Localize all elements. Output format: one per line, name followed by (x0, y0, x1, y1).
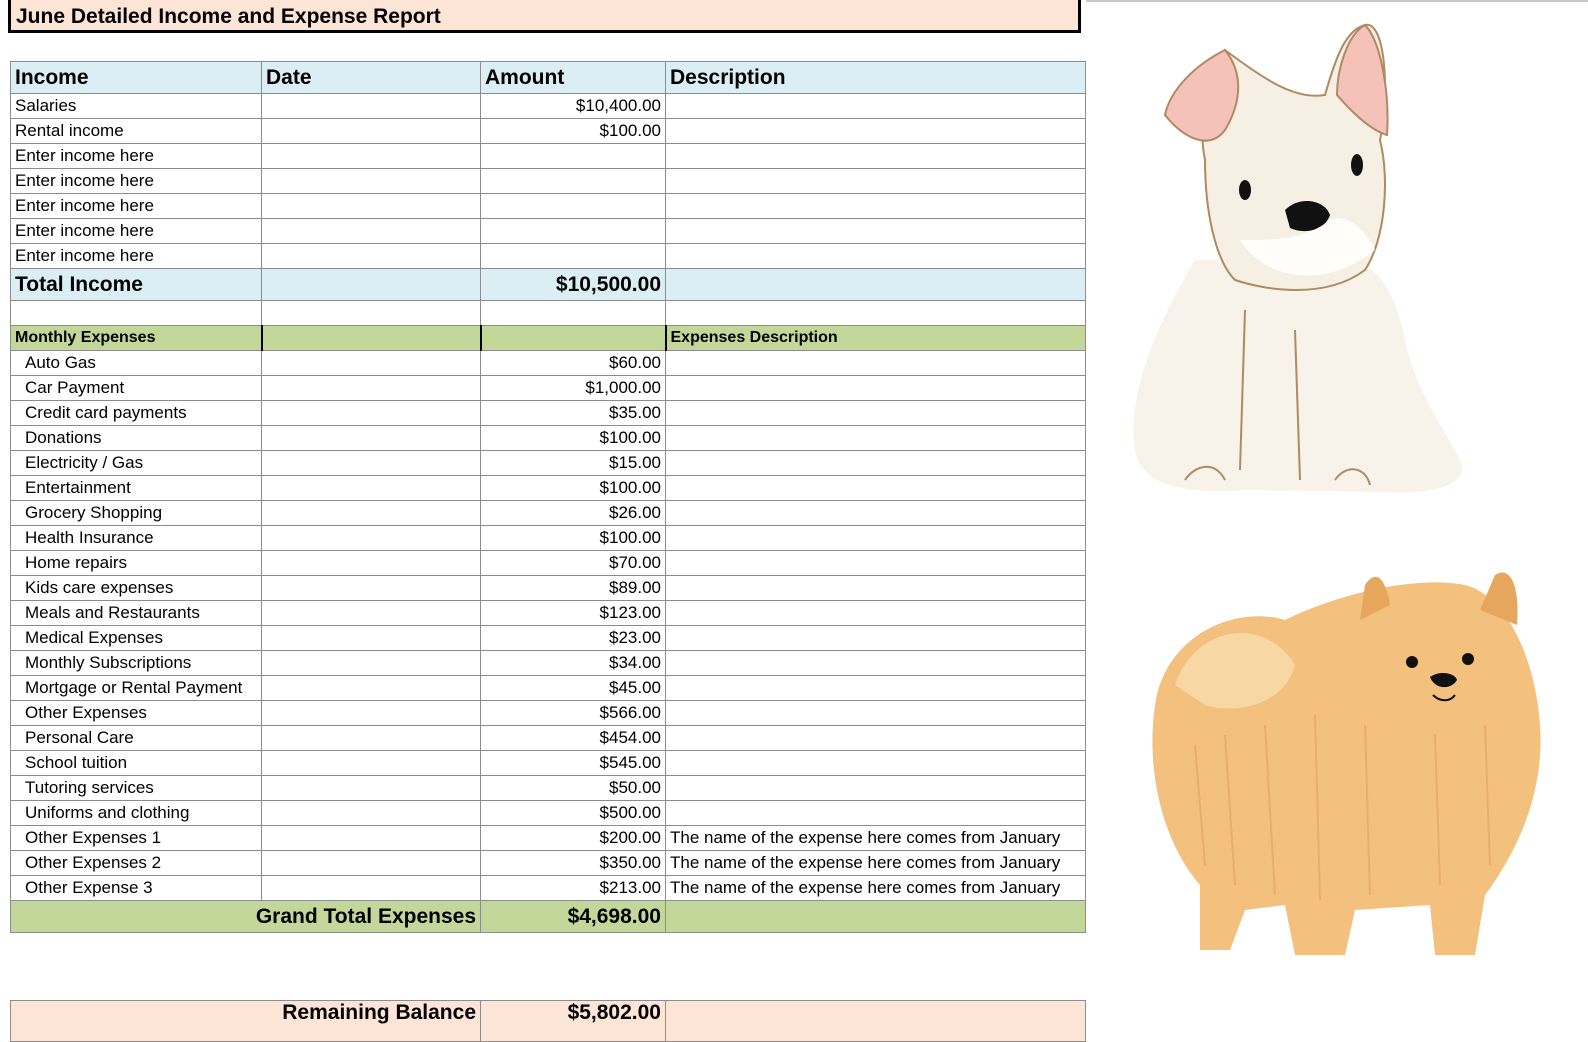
expense-name-cell[interactable]: Other Expense 3 (11, 876, 262, 901)
expense-row (11, 726, 1086, 751)
income-name-cell[interactable]: Enter income here (11, 169, 262, 194)
expenses-header-label[interactable]: Monthly Expenses (11, 326, 262, 351)
income-amount-cell[interactable] (481, 219, 666, 244)
expense-description-cell[interactable] (666, 526, 1086, 551)
expense-description-cell[interactable]: The name of the expense here comes from January (666, 876, 1086, 901)
expense-row (11, 451, 1086, 476)
income-description-cell[interactable] (666, 119, 1086, 144)
income-amount-cell[interactable]: $100.00 (481, 119, 666, 144)
pomeranian-illustration (1135, 565, 1560, 960)
expense-description-cell[interactable] (666, 751, 1086, 776)
income-name-cell[interactable]: Enter income here (11, 194, 262, 219)
expense-row (11, 351, 1086, 376)
income-amount-cell[interactable] (481, 169, 666, 194)
total-income-label[interactable]: Total Income (11, 269, 262, 301)
expense-name-cell[interactable]: Health Insurance (11, 526, 262, 551)
expense-row (11, 801, 1086, 826)
total-income-value[interactable]: $10,500.00 (481, 269, 666, 301)
expense-amount-cell[interactable]: $454.00 (481, 726, 666, 751)
expense-amount-cell[interactable]: $50.00 (481, 776, 666, 801)
expense-description-cell[interactable] (666, 351, 1086, 376)
expense-date-cell[interactable] (262, 526, 481, 551)
income-date-cell[interactable] (262, 194, 481, 219)
expense-row (11, 776, 1086, 801)
remaining-balance-label[interactable]: Remaining Balance (11, 1001, 481, 1042)
expense-description-cell[interactable] (666, 726, 1086, 751)
income-description-cell[interactable] (666, 169, 1086, 194)
grand-total-description-cell[interactable] (666, 901, 1086, 933)
income-description-cell[interactable] (666, 194, 1086, 219)
expense-row (11, 751, 1086, 776)
expense-amount-cell[interactable]: $89.00 (481, 576, 666, 601)
income-amount-cell[interactable] (481, 244, 666, 269)
expense-date-cell[interactable] (262, 626, 481, 651)
expense-name-cell[interactable]: Other Expenses 1 (11, 826, 262, 851)
income-amount-cell[interactable]: $10,400.00 (481, 94, 666, 119)
grand-total-label[interactable]: Grand Total Expenses (11, 901, 481, 933)
income-name-cell[interactable]: Enter income here (11, 219, 262, 244)
income-description-cell[interactable] (666, 94, 1086, 119)
expense-name-cell[interactable]: Mortgage or Rental Payment (11, 676, 262, 701)
expense-date-cell[interactable] (262, 701, 481, 726)
expense-amount-cell[interactable]: $15.00 (481, 451, 666, 476)
expense-name-cell[interactable]: School tuition (11, 751, 262, 776)
expense-name-cell[interactable]: Electricity / Gas (11, 451, 262, 476)
expense-name-cell[interactable]: Kids care expenses (11, 576, 262, 601)
expense-date-cell[interactable] (262, 501, 481, 526)
expense-date-cell[interactable] (262, 476, 481, 501)
income-amount-cell[interactable] (481, 194, 666, 219)
income-row (11, 219, 1086, 244)
french-bulldog-illustration (1125, 10, 1475, 505)
expense-name-cell[interactable]: Uniforms and clothing (11, 801, 262, 826)
expense-description-cell[interactable] (666, 651, 1086, 676)
remaining-balance-value[interactable]: $5,802.00 (481, 1001, 666, 1042)
spacer-cell[interactable] (666, 301, 1086, 326)
income-row (11, 244, 1086, 269)
expense-description-cell[interactable] (666, 501, 1086, 526)
expenses-header-date-cell[interactable] (262, 326, 481, 351)
expense-name-cell[interactable]: Auto Gas (11, 351, 262, 376)
expense-date-cell[interactable] (262, 451, 481, 476)
expense-date-cell[interactable] (262, 876, 481, 901)
expense-row (11, 576, 1086, 601)
expense-amount-cell[interactable]: $45.00 (481, 676, 666, 701)
expense-description-cell[interactable] (666, 576, 1086, 601)
expense-amount-cell[interactable]: $100.00 (481, 426, 666, 451)
expense-description-cell[interactable] (666, 401, 1086, 426)
expense-date-cell[interactable] (262, 801, 481, 826)
expense-row (11, 551, 1086, 576)
spacer-row (11, 301, 1086, 326)
expense-name-cell[interactable]: Personal Care (11, 726, 262, 751)
spacer-cell[interactable] (481, 301, 666, 326)
window-top-border (1086, 0, 1588, 2)
expense-name-cell[interactable]: Donations (11, 426, 262, 451)
expense-description-cell[interactable]: The name of the expense here comes from January (666, 851, 1086, 876)
expense-row (11, 676, 1086, 701)
expense-row (11, 401, 1086, 426)
expense-name-cell[interactable]: Other Expenses (11, 701, 262, 726)
expenses-header-row (11, 326, 1086, 351)
expense-date-cell[interactable] (262, 601, 481, 626)
header-date[interactable]: Date (262, 62, 481, 94)
expense-description-cell[interactable] (666, 701, 1086, 726)
report-title[interactable]: June Detailed Income and Expense Report (8, 0, 1081, 33)
expenses-header-amount-cell[interactable] (481, 326, 666, 351)
expense-description-cell[interactable] (666, 476, 1086, 501)
income-description-cell[interactable] (666, 219, 1086, 244)
expense-name-cell[interactable]: Meals and Restaurants (11, 601, 262, 626)
expense-name-cell[interactable]: Grocery Shopping (11, 501, 262, 526)
expense-row (11, 826, 1086, 851)
expense-row (11, 476, 1086, 501)
expense-amount-cell[interactable]: $123.00 (481, 601, 666, 626)
expense-date-cell[interactable] (262, 426, 481, 451)
expense-date-cell[interactable] (262, 751, 481, 776)
expense-amount-cell[interactable]: $1,000.00 (481, 376, 666, 401)
expense-date-cell[interactable] (262, 351, 481, 376)
expense-description-cell[interactable] (666, 601, 1086, 626)
total-income-row (11, 269, 1086, 301)
expense-description-cell[interactable]: The name of the expense here comes from January (666, 826, 1086, 851)
expense-amount-cell[interactable]: $500.00 (481, 801, 666, 826)
income-row (11, 194, 1086, 219)
expense-amount-cell[interactable]: $545.00 (481, 751, 666, 776)
expense-description-cell[interactable] (666, 426, 1086, 451)
expense-name-cell[interactable]: Entertainment (11, 476, 262, 501)
expense-date-cell[interactable] (262, 726, 481, 751)
expense-date-cell[interactable] (262, 676, 481, 701)
expense-amount-cell[interactable]: $200.00 (481, 826, 666, 851)
expense-amount-cell[interactable]: $213.00 (481, 876, 666, 901)
income-date-cell[interactable] (262, 119, 481, 144)
expense-date-cell[interactable] (262, 651, 481, 676)
expense-row (11, 376, 1086, 401)
header-amount[interactable]: Amount (481, 62, 666, 94)
expense-row (11, 526, 1086, 551)
expense-row (11, 601, 1086, 626)
header-income[interactable]: Income (11, 62, 262, 94)
income-row (11, 94, 1086, 119)
grand-total-value[interactable]: $4,698.00 (481, 901, 666, 933)
grand-total-row (11, 901, 1086, 933)
total-income-date-cell[interactable] (262, 269, 481, 301)
expense-amount-cell[interactable]: $60.00 (481, 351, 666, 376)
expense-date-cell[interactable] (262, 776, 481, 801)
income-expense-table (10, 61, 1086, 933)
expense-name-cell[interactable]: Home repairs (11, 551, 262, 576)
income-row (11, 144, 1086, 169)
income-date-cell[interactable] (262, 169, 481, 194)
income-name-cell[interactable]: Enter income here (11, 144, 262, 169)
expense-amount-cell[interactable]: $100.00 (481, 526, 666, 551)
expense-date-cell[interactable] (262, 376, 481, 401)
expense-row (11, 876, 1086, 901)
income-date-cell[interactable] (262, 219, 481, 244)
spacer-cell[interactable] (262, 301, 481, 326)
expense-amount-cell[interactable]: $100.00 (481, 476, 666, 501)
income-name-cell[interactable]: Enter income here (11, 244, 262, 269)
expense-description-cell[interactable] (666, 626, 1086, 651)
expense-name-cell[interactable]: Medical Expenses (11, 626, 262, 651)
expense-description-cell[interactable] (666, 776, 1086, 801)
expense-description-cell[interactable] (666, 376, 1086, 401)
expense-name-cell[interactable]: Car Payment (11, 376, 262, 401)
expense-date-cell[interactable] (262, 551, 481, 576)
income-description-cell[interactable] (666, 144, 1086, 169)
header-description[interactable]: Description (666, 62, 1086, 94)
remaining-balance-description[interactable] (666, 1001, 1086, 1042)
expense-date-cell[interactable] (262, 401, 481, 426)
income-date-cell[interactable] (262, 244, 481, 269)
expense-amount-cell[interactable]: $566.00 (481, 701, 666, 726)
expenses-description-header[interactable]: Expenses Description (666, 326, 1086, 351)
expense-row (11, 651, 1086, 676)
expense-amount-cell[interactable]: $34.00 (481, 651, 666, 676)
income-row (11, 169, 1086, 194)
expense-name-cell[interactable]: Tutoring services (11, 776, 262, 801)
remaining-balance-table (10, 1000, 1086, 1042)
spacer-cell[interactable] (11, 301, 262, 326)
income-name-cell[interactable]: Rental income (11, 119, 262, 144)
expense-amount-cell[interactable]: $35.00 (481, 401, 666, 426)
expense-name-cell[interactable]: Credit card payments (11, 401, 262, 426)
expense-row (11, 851, 1086, 876)
expense-description-cell[interactable] (666, 551, 1086, 576)
income-date-cell[interactable] (262, 94, 481, 119)
income-name-cell[interactable]: Salaries (11, 94, 262, 119)
income-description-cell[interactable] (666, 244, 1086, 269)
expense-description-cell[interactable] (666, 676, 1086, 701)
expense-amount-cell[interactable]: $70.00 (481, 551, 666, 576)
expense-amount-cell[interactable]: $350.00 (481, 851, 666, 876)
income-row (11, 119, 1086, 144)
expense-row (11, 701, 1086, 726)
remaining-balance-row (11, 1001, 1086, 1042)
expense-row (11, 501, 1086, 526)
expense-date-cell[interactable] (262, 851, 481, 876)
total-income-description-cell[interactable] (666, 269, 1086, 301)
expense-name-cell[interactable]: Other Expenses 2 (11, 851, 262, 876)
expense-amount-cell[interactable]: $26.00 (481, 501, 666, 526)
expense-name-cell[interactable]: Monthly Subscriptions (11, 651, 262, 676)
income-date-cell[interactable] (262, 144, 481, 169)
expense-amount-cell[interactable]: $23.00 (481, 626, 666, 651)
expense-row (11, 426, 1086, 451)
expense-description-cell[interactable] (666, 801, 1086, 826)
income-header-row (11, 62, 1086, 94)
expense-date-cell[interactable] (262, 826, 481, 851)
expense-description-cell[interactable] (666, 451, 1086, 476)
expense-date-cell[interactable] (262, 576, 481, 601)
expense-row (11, 626, 1086, 651)
income-amount-cell[interactable] (481, 144, 666, 169)
